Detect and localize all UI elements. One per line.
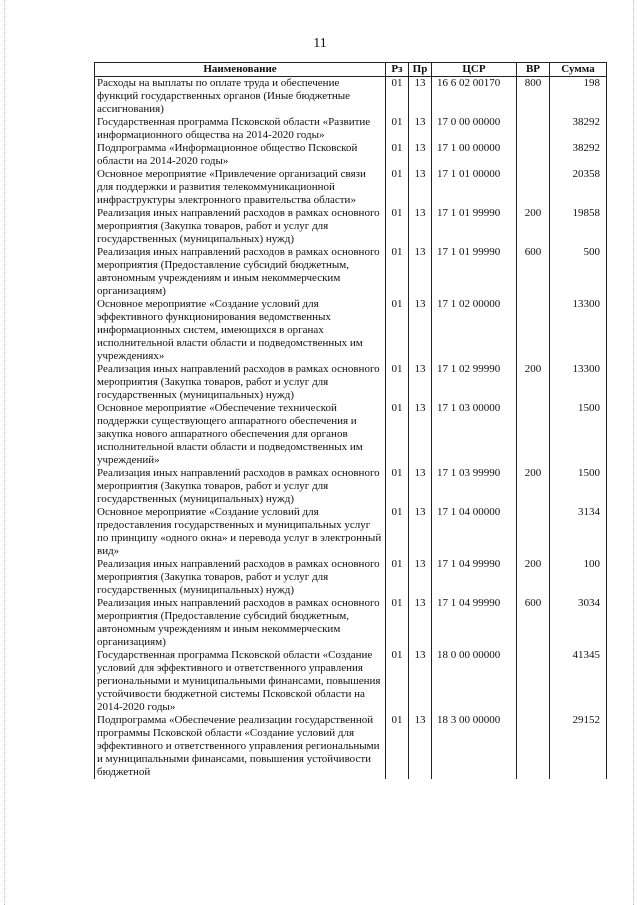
cell-csr: 16 6 02 00170 [432, 77, 517, 117]
cell-vr [517, 116, 550, 142]
cell-rz: 01 [386, 467, 409, 506]
cell-sum: 3034 [550, 597, 607, 649]
header-rz: Рз [386, 63, 409, 77]
cell-name: Реализация иных направлений расходов в рамках основного мероприятия (Закупка товаров, работ и услуг для государственных (муниципальных) нужд) [95, 558, 386, 597]
table-row [95, 363, 607, 402]
table-row [95, 246, 607, 298]
cell-pr: 13 [409, 506, 432, 558]
scan-edge-right [633, 0, 635, 905]
cell-pr: 13 [409, 298, 432, 363]
cell-pr: 13 [409, 363, 432, 402]
cell-name: Основное мероприятие «Обеспечение технической поддержки существующего аппаратного обеспечения и закупка нового аппаратного обеспечения для органов исполнительной власти области и подведомственных им учреждений» [95, 402, 386, 467]
cell-name: Основное мероприятие «Привлечение организаций связи для поддержки и развития телекоммуникационной инфраструктуры электронного правительства области» [95, 168, 386, 207]
cell-pr: 13 [409, 558, 432, 597]
cell-csr: 17 1 04 99990 [432, 597, 517, 649]
cell-rz: 01 [386, 402, 409, 467]
cell-rz: 01 [386, 246, 409, 298]
cell-csr: 17 0 00 00000 [432, 116, 517, 142]
cell-sum: 198 [550, 77, 607, 117]
cell-pr: 13 [409, 246, 432, 298]
page-number: 11 [313, 36, 327, 51]
table-row [95, 714, 607, 779]
cell-vr [517, 506, 550, 558]
cell-csr: 17 1 02 00000 [432, 298, 517, 363]
cell-csr: 17 1 03 99990 [432, 467, 517, 506]
cell-vr: 600 [517, 597, 550, 649]
cell-pr: 13 [409, 714, 432, 779]
cell-name: Подпрограмма «Информационное общество Псковской области на 2014-2020 годы» [95, 142, 386, 168]
cell-pr: 13 [409, 77, 432, 117]
cell-pr: 13 [409, 116, 432, 142]
cell-vr [517, 298, 550, 363]
table-row [95, 207, 607, 246]
cell-sum: 19858 [550, 207, 607, 246]
cell-vr: 800 [517, 77, 550, 117]
cell-rz: 01 [386, 298, 409, 363]
cell-name: Реализация иных направлений расходов в рамках основного мероприятия (Закупка товаров, работ и услуг для государственных (муниципальных) нужд) [95, 207, 386, 246]
cell-pr: 13 [409, 467, 432, 506]
cell-name: Основное мероприятие «Создание условий для эффективного функционирования ведомственных информационных систем, имеющихся в органах исполнительной власти области и подведомственных им учреждениях» [95, 298, 386, 363]
cell-vr: 200 [517, 467, 550, 506]
table-row [95, 649, 607, 714]
cell-rz: 01 [386, 714, 409, 779]
cell-vr: 600 [517, 246, 550, 298]
header-vr: ВР [517, 63, 550, 77]
cell-sum: 500 [550, 246, 607, 298]
cell-csr: 17 1 04 99990 [432, 558, 517, 597]
cell-csr: 17 1 02 99990 [432, 363, 517, 402]
table-row [95, 558, 607, 597]
budget-table-container [94, 62, 606, 779]
cell-name: Государственная программа Псковской области «Создание условий для эффективного и ответственного управления региональными и муниципальными финансами, повышения устойчивости бюджетной системы Псковской области на 2014-2020 годы» [95, 649, 386, 714]
cell-rz: 01 [386, 77, 409, 117]
cell-vr: 200 [517, 558, 550, 597]
cell-name: Реализация иных направлений расходов в рамках основного мероприятия (Закупка товаров, работ и услуг для государственных (муниципальных) нужд) [95, 363, 386, 402]
cell-sum: 38292 [550, 116, 607, 142]
table-row [95, 506, 607, 558]
cell-name: Реализация иных направлений расходов в рамках основного мероприятия (Предоставление субсидий бюджетным, автономным учреждениям и иным некоммерческим организациям) [95, 246, 386, 298]
header-pr: Пр [409, 63, 432, 77]
cell-sum: 41345 [550, 649, 607, 714]
cell-name: Подпрограмма «Обеспечение реализации государственной программы Псковской области «Создание условий для эффективного и ответственного управления региональными и муниципальными финансами, повышения устойчивости бюджетной [95, 714, 386, 779]
cell-rz: 01 [386, 558, 409, 597]
cell-csr: 17 1 01 99990 [432, 246, 517, 298]
header-csr: ЦСР [432, 63, 517, 77]
cell-rz: 01 [386, 597, 409, 649]
budget-table [94, 62, 607, 779]
cell-vr [517, 649, 550, 714]
cell-csr: 17 1 03 00000 [432, 402, 517, 467]
cell-rz: 01 [386, 506, 409, 558]
table-row [95, 77, 607, 117]
cell-sum: 29152 [550, 714, 607, 779]
cell-sum: 13300 [550, 363, 607, 402]
cell-rz: 01 [386, 116, 409, 142]
cell-pr: 13 [409, 207, 432, 246]
cell-csr: 18 3 00 00000 [432, 714, 517, 779]
cell-rz: 01 [386, 649, 409, 714]
cell-sum: 20358 [550, 168, 607, 207]
cell-pr: 13 [409, 168, 432, 207]
cell-sum: 1500 [550, 402, 607, 467]
cell-name: Реализация иных направлений расходов в рамках основного мероприятия (Закупка товаров, работ и услуг для государственных (муниципальных) нужд) [95, 467, 386, 506]
header-name: Наименование [95, 63, 386, 77]
table-row [95, 116, 607, 142]
table-row [95, 142, 607, 168]
table-row [95, 168, 607, 207]
table-header [95, 63, 607, 77]
cell-csr: 18 0 00 00000 [432, 649, 517, 714]
table-row [95, 402, 607, 467]
cell-rz: 01 [386, 207, 409, 246]
cell-csr: 17 1 01 99990 [432, 207, 517, 246]
table-row [95, 597, 607, 649]
table-row [95, 467, 607, 506]
cell-pr: 13 [409, 649, 432, 714]
cell-pr: 13 [409, 402, 432, 467]
scan-edge-left [4, 0, 6, 905]
cell-sum: 3134 [550, 506, 607, 558]
cell-csr: 17 1 01 00000 [432, 168, 517, 207]
cell-vr [517, 714, 550, 779]
cell-rz: 01 [386, 363, 409, 402]
cell-rz: 01 [386, 142, 409, 168]
cell-name: Расходы на выплаты по оплате труда и обеспечение функций государственных органов (Иные бюджетные ассигнования) [95, 77, 386, 117]
cell-name: Реализация иных направлений расходов в рамках основного мероприятия (Предоставление субсидий бюджетным, автономным учреждениям и иным некоммерческим организациям) [95, 597, 386, 649]
cell-rz: 01 [386, 168, 409, 207]
cell-pr: 13 [409, 142, 432, 168]
table-body [95, 77, 607, 780]
cell-vr: 200 [517, 363, 550, 402]
cell-vr [517, 402, 550, 467]
cell-csr: 17 1 04 00000 [432, 506, 517, 558]
cell-vr [517, 142, 550, 168]
cell-pr: 13 [409, 597, 432, 649]
cell-name: Государственная программа Псковской области «Развитие информационного общества на 2014-2020 годы» [95, 116, 386, 142]
header-sum: Сумма [550, 63, 607, 77]
cell-vr: 200 [517, 207, 550, 246]
cell-sum: 100 [550, 558, 607, 597]
cell-sum: 1500 [550, 467, 607, 506]
cell-vr [517, 168, 550, 207]
cell-csr: 17 1 00 00000 [432, 142, 517, 168]
table-row [95, 298, 607, 363]
cell-sum: 13300 [550, 298, 607, 363]
cell-sum: 38292 [550, 142, 607, 168]
cell-name: Основное мероприятие «Создание условий для предоставления государственных и муниципальных услуг по принципу «одного окна» и перевода услуг в электронный вид» [95, 506, 386, 558]
